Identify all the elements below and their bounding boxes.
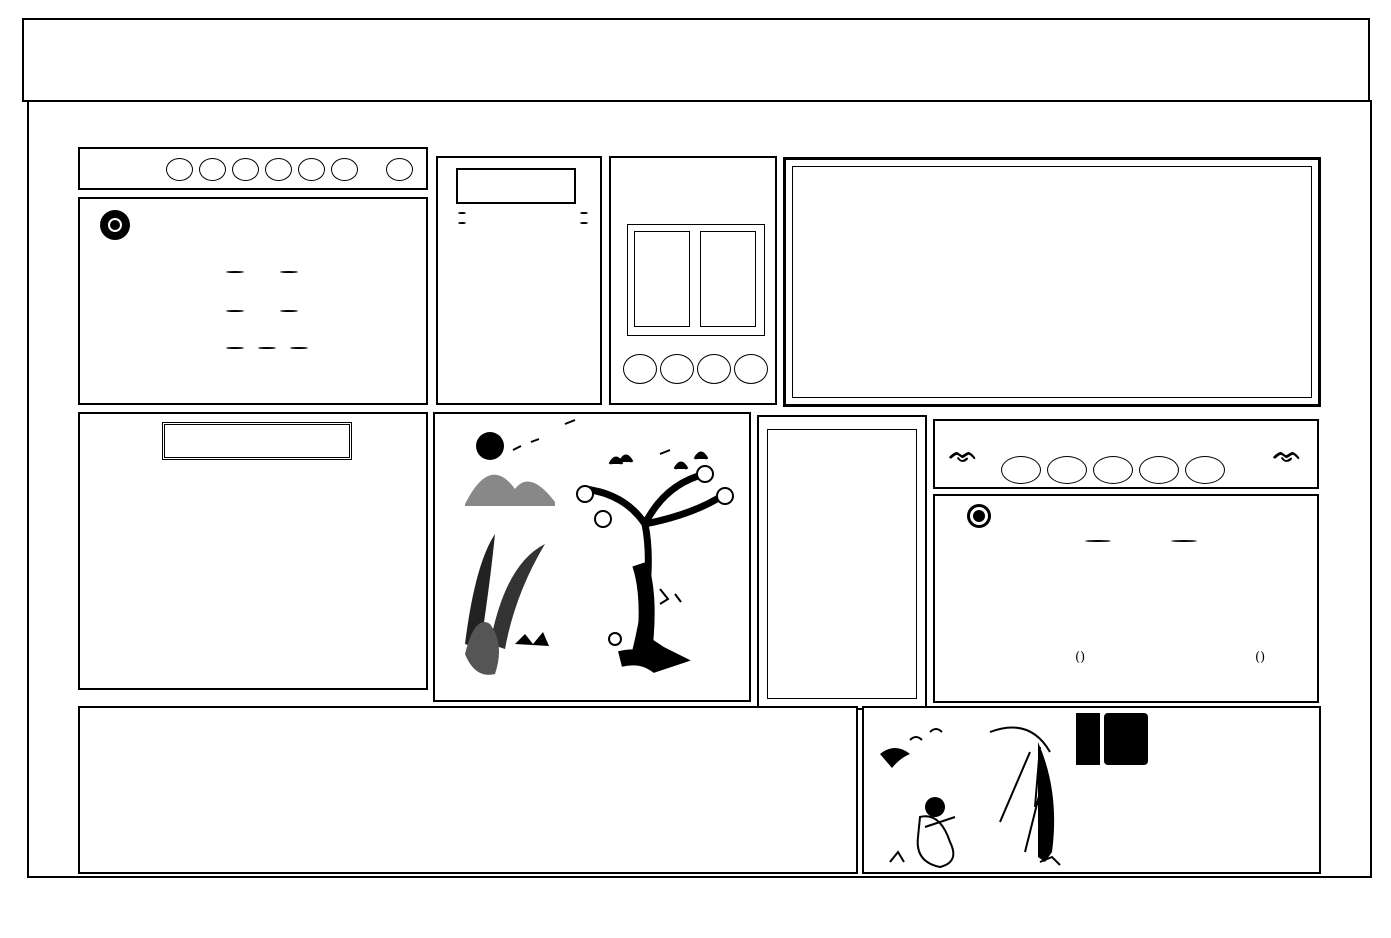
asia-logo-icon (967, 504, 991, 528)
daoren-number (1139, 456, 1179, 484)
bird-icon-right: ᨎ (1273, 439, 1302, 468)
asia-special-item (1171, 540, 1197, 542)
left-border-stripe (30, 145, 62, 865)
test-number (199, 158, 226, 181)
tree-illustration-panel (433, 412, 751, 702)
special-open-frame (627, 224, 765, 336)
test-number (331, 158, 358, 181)
daoren-number (1093, 456, 1133, 484)
puzzle-badge-art (1104, 713, 1148, 765)
color-wave-panel (436, 156, 602, 405)
results-dot-grid (308, 710, 856, 872)
treasure-map-panel (757, 415, 927, 710)
daoren-number (1185, 456, 1225, 484)
top-border-stripe (34, 112, 1329, 140)
open-number (697, 354, 731, 384)
results-panel (78, 706, 858, 874)
daoren-panel (933, 419, 1319, 489)
test-numbers (166, 158, 413, 181)
wave-number (458, 222, 466, 224)
horse-logo (100, 210, 130, 240)
daoren-numbers (1001, 456, 1225, 484)
test-number (298, 158, 325, 181)
special-open-panel (609, 156, 777, 405)
open-number (660, 354, 694, 384)
strategy-panel (78, 412, 428, 690)
zodiac-item (226, 310, 244, 312)
zodiac-order-panel (78, 197, 428, 405)
strategy-title (162, 422, 352, 460)
zodiac-item (258, 347, 276, 349)
open-number (734, 354, 768, 384)
zodiac-item (226, 271, 244, 273)
masthead-panel (783, 157, 1321, 407)
open-number (623, 354, 657, 384)
test-number (265, 158, 292, 181)
color-wave-table (458, 210, 588, 232)
asia-special-items (1085, 540, 1197, 542)
daoren-number (1001, 456, 1041, 484)
test-number (166, 158, 193, 181)
tree-illustration (435, 414, 749, 700)
test-number (232, 158, 259, 181)
zodiac-row (106, 347, 308, 349)
bird-icon-left: ᨎ (949, 439, 978, 468)
color-wave-title (456, 168, 576, 204)
daoren-number (1047, 456, 1087, 484)
puzzle-panel (862, 706, 1321, 874)
header (22, 18, 1370, 102)
zodiac-row (106, 310, 298, 312)
zodiac-item (280, 271, 298, 273)
zodiac-row (106, 271, 298, 273)
test-draw-panel (78, 147, 428, 190)
zodiac-item (280, 310, 298, 312)
wave-number (458, 212, 466, 214)
special-open-numbers (623, 354, 768, 384)
puzzle-illustration (870, 712, 1070, 872)
wave-number (580, 222, 588, 224)
special-number (386, 158, 413, 181)
asia-special-item (1085, 540, 1111, 542)
zodiac-item (226, 347, 244, 349)
wave-number (580, 212, 588, 214)
asia-column-panel (933, 494, 1319, 703)
asia-color-value-wrap: () (1255, 650, 1266, 665)
asia-focus-value-wrap: () (1075, 650, 1086, 665)
right-border-stripe (1330, 120, 1364, 870)
puzzle-badge (1076, 713, 1100, 765)
zodiac-item (290, 347, 308, 349)
